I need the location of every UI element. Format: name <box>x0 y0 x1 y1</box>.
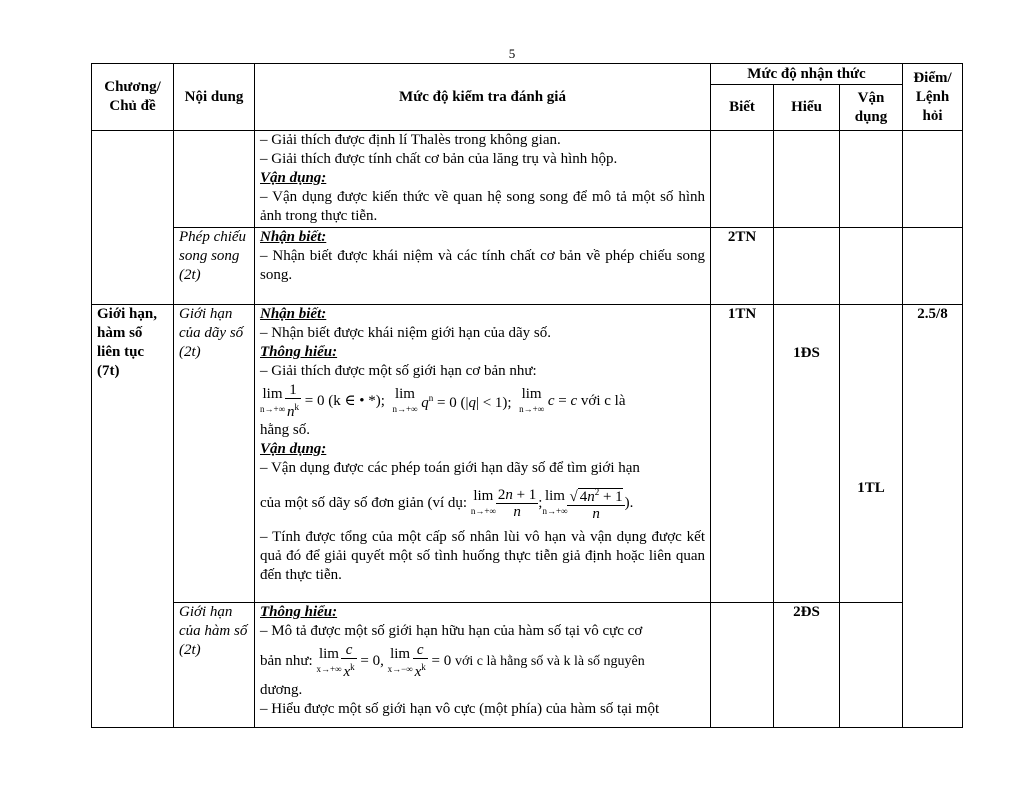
header-content: Nội dung <box>174 64 255 131</box>
level-label-van-dung: Vận dụng: <box>260 441 327 457</box>
hieu-cell <box>774 131 840 228</box>
header-levels-group: Mức độ nhận thức <box>711 64 903 85</box>
formula-basic-limits: lim n→+∞ $\frac{1}{n^k}$ = 0 (k ∈ • *); lim n→+∞ $q^n = 0$ (|q| < 1); lim n→+∞ c = c với c là <box>260 382 626 420</box>
topic-gioi-han: Giới hạn, hàm số liên tục (7t) <box>92 305 174 728</box>
score-cell <box>903 131 963 228</box>
criteria-line: dương. <box>260 682 303 698</box>
criteria-line: – Giải thích được tính chất cơ bản của lăng trụ và hình hộp. <box>260 151 618 167</box>
criteria-line: – Nhận biết được khái niệm và các tính chất cơ bản về phép chiếu song song. <box>260 248 705 283</box>
criteria-line: – Vận dụng được các phép toán giới hạn dãy số để tìm giới hạn <box>260 460 640 476</box>
criteria-cell-phep-chieu <box>255 228 711 305</box>
header-biet: Biết <box>711 85 774 131</box>
criteria-line: hằng số. <box>260 422 310 438</box>
header-score: Điểm/ Lệnh hỏi <box>903 64 963 131</box>
assessment-matrix-table <box>91 63 963 728</box>
formula-tail: với c là <box>580 392 626 409</box>
vandung-cell <box>840 228 903 305</box>
level-label-van-dung: Vận dụng: <box>260 170 327 186</box>
criteria-line: – Nhận biết được khái niệm giới hạn của dãy số. <box>260 325 552 341</box>
biet-value: 2TN <box>711 228 774 305</box>
score-value: 2.5/8 <box>903 305 963 728</box>
hieu-value: 2ĐS <box>774 603 840 728</box>
header-criteria: Mức độ kiểm tra đánh giá <box>255 64 711 131</box>
level-label-nhan-biet: Nhận biết: <box>260 306 327 322</box>
score-cell <box>903 228 963 305</box>
biet-value: 1TN <box>711 305 774 603</box>
criteria-cell-ham-so <box>255 603 711 728</box>
vandung-value: 1TL <box>840 305 903 603</box>
formula-pre: bản như: <box>260 652 313 669</box>
header-hieu: Hiểu <box>774 85 840 131</box>
criteria-line: – Giải thích được một số giới hạn cơ bản như: <box>260 363 537 379</box>
example-intro: của một số dãy số đơn giản (ví dụ: <box>260 494 468 511</box>
biet-cell <box>711 131 774 228</box>
level-label-nhan-biet: Nhận biết: <box>260 229 327 245</box>
content-phep-chieu: Phép chiếu song song (2t) <box>174 228 255 305</box>
header-topic: Chương/ Chủ đề <box>92 64 174 131</box>
vandung-cell <box>840 603 903 728</box>
page-number: 5 <box>508 46 516 61</box>
topic-cell-continued <box>92 131 174 305</box>
content-cell-continued <box>174 131 255 228</box>
formula-tail: với c là hằng số và k là số nguyên <box>455 653 645 669</box>
criteria-cell-thales <box>255 131 711 228</box>
content-gioi-han-ham-so: Giới hạn của hàm số (2t) <box>174 603 255 728</box>
level-label-thong-hieu: Thông hiểu: <box>260 344 338 360</box>
criteria-line: – Mô tả được một số giới hạn hữu hạn của hàm số tại vô cực cơ <box>260 623 643 639</box>
level-label-thong-hieu: Thông hiểu: <box>260 604 338 620</box>
criteria-line: – Tính được tổng của một cấp số nhân lùi vô hạn và vận dụng được kết quả đó để giải quyết một số tình huống thực tiễn giả định hoặc liên quan đến thực tiễn. <box>260 529 705 583</box>
formula-example: của một số dãy số đơn giản (ví dụ: lim n→+∞ $\frac{2n + 1}{n}$ ; lim n→+∞ $\frac{√ 4n^2 + 1}{n}$ ). <box>260 478 705 528</box>
vandung-cell <box>840 131 903 228</box>
content-gioi-han-day-so: Giới hạn của dãy số (2t) <box>174 305 255 603</box>
hieu-cell <box>774 228 840 305</box>
formula-function-limits: bản như: lim x→+∞ $\frac{c}{x^k}$ = 0, lim x→−∞ $\frac{c}{x^k}$ = 0 với c là hằng số và k là số nguyên <box>260 642 645 680</box>
hieu-value: 1ĐS <box>774 305 840 603</box>
criteria-line: – Giải thích được định lí Thalès trong không gian. <box>260 132 561 148</box>
criteria-cell-day-so <box>255 305 711 603</box>
header-vandung: Vận dụng <box>840 85 903 131</box>
criteria-line: – Hiểu được một số giới hạn vô cực (một phía) của hàm số tại một <box>260 701 660 717</box>
biet-cell <box>711 603 774 728</box>
criteria-line: – Vận dụng được kiến thức về quan hệ song song để mô tả một số hình ảnh trong thực tiễn. <box>260 189 705 224</box>
